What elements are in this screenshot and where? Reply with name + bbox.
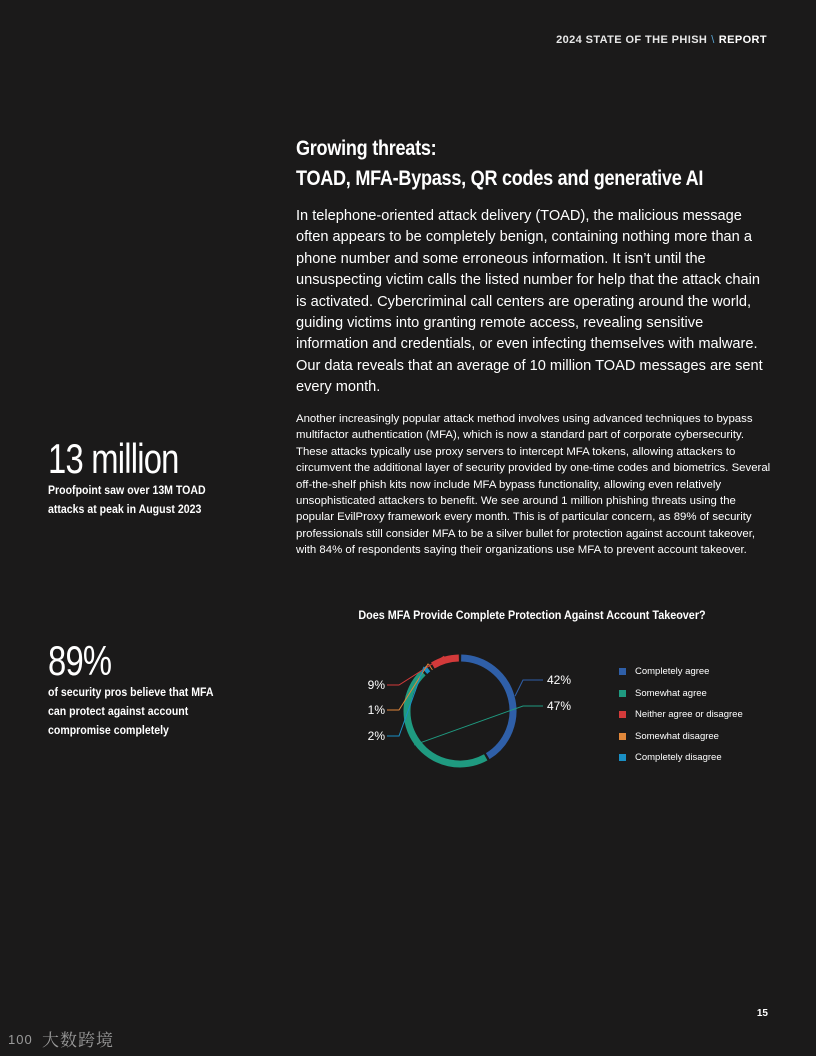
legend-label: Neither agree or disagree xyxy=(635,709,743,721)
lead-paragraph: In telephone-oriented attack delivery (TOAD), the malicious message often appears to be completely benign, containing nothing more than a phone number and some erroneous information. It isn’t until the unsuspecting victim calls the listed number for help that the attack chain is activated. Cybercriminal call centers are operating around the world, guiding victims into granting remote access, revealing sensitive information and credentials, or even infecting themselves with malware. Our data reveals that an average of 10 million TOAD messages are sent every month. xyxy=(296,208,763,396)
stat-value: 13 million xyxy=(48,435,179,482)
header-separator: \ xyxy=(711,34,715,46)
donut-slice-somewhat-agree xyxy=(407,673,486,764)
legend-label: Completely disagree xyxy=(635,752,722,764)
data-label: 2% xyxy=(367,729,385,743)
data-label: 1% xyxy=(367,703,385,717)
donut-slice-neither-agree-or-disagree xyxy=(433,658,459,665)
data-label: 47% xyxy=(547,699,572,713)
legend-label: Completely agree xyxy=(635,666,710,678)
data-label: 42% xyxy=(547,673,572,687)
mfa-donut-chart xyxy=(340,640,600,780)
section-title xyxy=(296,134,704,194)
data-label: 9% xyxy=(367,678,385,692)
leader-line xyxy=(414,706,543,745)
donut-slice-completely-agree xyxy=(461,658,513,756)
legend-label: Somewhat disagree xyxy=(635,730,719,742)
legend-swatch xyxy=(619,754,626,761)
chart-title: Does MFA Provide Complete Protection Against Account Takeover? xyxy=(358,608,706,622)
svg-text:100: 100 xyxy=(8,1031,33,1047)
leader-line xyxy=(515,680,543,696)
page-number: 15 xyxy=(756,1008,768,1019)
body-paragraph-mfa: Another increasingly popular attack method involves using advanced techniques to bypass multifactor authentication (MFA), which is now a standard part of corporate cybersecurity. These attacks typically use proxy servers to intercept MFA tokens, allowing attackers to circumvent the additional layer of security provided by one-time codes and biometrics. Several off-the-shelf phish kits now include MFA bypass functionality, allowing even relatively unsophisticated attackers to benefit. We see around 1 million phishing threats using the popular EvilProxy framework every month. This is of particular concern, as 89% of security professionals still consider MFA to be a silver bullet for protection against account takeover, with 84% of respondents saying their organizations use MFA to prevent account takeover. xyxy=(296,413,771,557)
legend-item xyxy=(619,704,743,726)
stat-callout-mfa xyxy=(48,639,248,740)
running-header xyxy=(556,34,767,46)
legend-swatch xyxy=(619,733,626,740)
legend-swatch xyxy=(619,668,626,675)
legend-item xyxy=(619,661,743,683)
legend-swatch xyxy=(619,711,626,718)
watermark-text: 大数跨境 xyxy=(42,1031,114,1050)
legend-item xyxy=(619,747,743,769)
watermark xyxy=(8,1026,114,1051)
watermark-logo-icon xyxy=(8,1030,38,1048)
legend-item xyxy=(619,726,743,748)
legend-swatch xyxy=(619,690,626,697)
header-section: REPORT xyxy=(718,34,767,46)
header-publication: 2024 STATE OF THE PHISH xyxy=(556,34,708,46)
donut-slice-somewhat-disagree xyxy=(430,667,431,668)
legend-label: Somewhat agree xyxy=(635,687,707,699)
stat-callout-toad xyxy=(48,437,248,519)
chart-legend xyxy=(619,661,743,769)
stat-description: of security pros believe that MFA can protect against account compromise completely xyxy=(48,685,214,737)
stat-value: 89% xyxy=(48,637,112,684)
section-title-line1: Growing threats: xyxy=(296,137,437,160)
legend-item xyxy=(619,683,743,705)
stat-description: Proofpoint saw over 13M TOAD attacks at peak in August 2023 xyxy=(48,483,206,516)
section-title-line2: TOAD, MFA-Bypass, QR codes and generative AI xyxy=(296,167,704,190)
